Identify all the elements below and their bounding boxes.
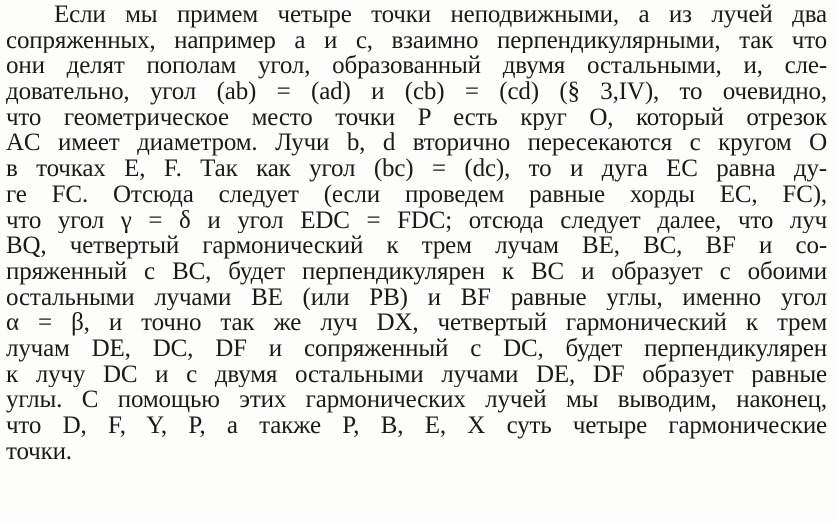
text-line: к лучу DC и с двумя остальными лучами DE, DF образует равные [6,361,827,388]
text-line: в точках E, F. Так как угол (bc) = (dc), то и дуга EC равна ду- [6,156,827,182]
text-line: лучам DE, DC, DF и сопряженный с DC, будет перпендикулярен [6,335,827,362]
text-line: углы. С помощью этих гармонических лучей мы выводим, наконец, [6,387,827,413]
text-line: точки. [6,438,72,465]
text-line: что геометрическое место точки P есть круг O, который отрезок [6,104,827,131]
text-line: они делят пополам угол, образованный двумя остальными, и, сле- [6,53,827,80]
text-line: что угол γ = δ и угол EDC = FDC; отсюда следует далее, что луч [6,207,827,234]
text-line: остальными лучами BE (или PB) и BF равные углы, именно угол [6,284,827,311]
paragraph [6,2,827,464]
text-line: довательно, угол (ab) = (ad) и (cb) = (cd) (§ 3,IV), то очевидно, [6,79,827,105]
text-line: что D, F, Y, P, а также P, B, E, X суть четыре гармонические [6,413,827,439]
text-line: α = β, и точно так же луч DX, четвертый гармонический к трем [6,310,827,336]
text-line: ге FC. Отсюда следует (если проведем равные хорды EC, FC), [6,181,827,208]
text-line: Если мы примем четыре точки неподвижными, а из лучей два [54,2,827,28]
text-line: AC имеет диаметром. Лучи b, d вторично пересекаются с кругом O [6,130,827,157]
text-line: сопряженных, например a и c, взаимно перпендикулярными, так что [6,27,827,54]
text-line: пряженный с BC, будет перпендикулярен к BC и образует с обоими [6,258,827,285]
text-line: BQ, четвертый гармонический к трем лучам BE, BC, BF и со- [6,233,827,259]
